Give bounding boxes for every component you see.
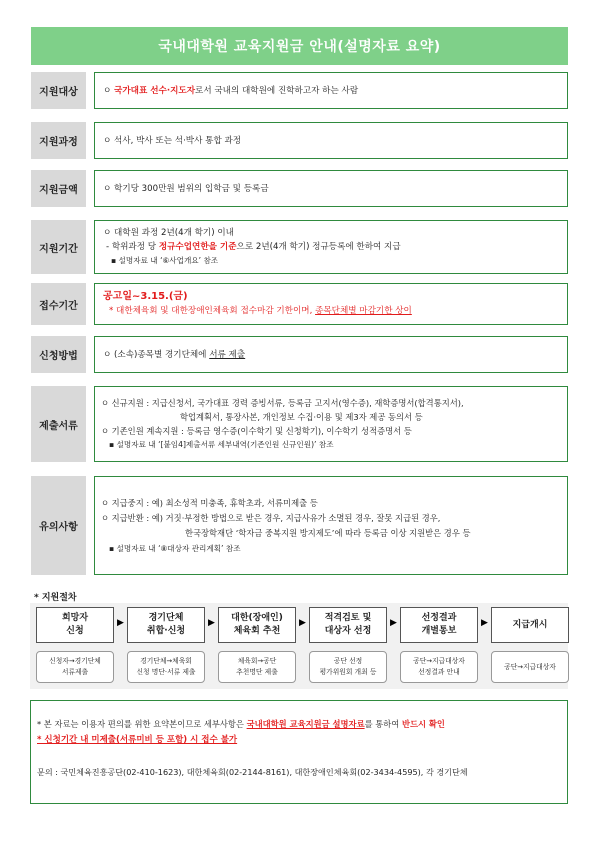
note-text: * 대한체육회 및 대한장애인체육회 접수마감 기한이며, xyxy=(109,306,316,316)
note-text: ▪ 설명자료 내 ‘[붙임4]제출서류 세부내역(기존인원 신규인원)’ 참조 xyxy=(109,440,334,449)
body-text: ㅇ 석사, 박사 또는 석·박사 통합 과정 xyxy=(103,135,242,146)
row-docs xyxy=(31,386,568,462)
row-label: 접수기간 xyxy=(31,283,86,325)
body-text: 학업계획서, 통장사본, 개인정보 수집·이용 및 제3자 제공 동의서 등 xyxy=(180,412,423,422)
substep-text: 경기단체→체육회 xyxy=(140,657,192,665)
deadline-text: 공고일~3.15.(금) xyxy=(103,291,188,302)
step-label: 희망자 xyxy=(61,613,89,623)
process-title: * 지원절차 xyxy=(34,593,77,603)
step-label: 경기단체 xyxy=(148,613,184,623)
arrow-icon: ▶ xyxy=(208,618,215,628)
process-step-2 xyxy=(127,607,205,643)
step-label: 대한(장애인) xyxy=(231,613,283,623)
footer-highlight: 반드시 확인 xyxy=(401,719,445,729)
substep-text: 신청자→경기단체 xyxy=(49,657,101,665)
bullet: ㅇ xyxy=(103,85,115,96)
row-period xyxy=(31,220,568,274)
footer-text: 를 통하여 xyxy=(364,719,402,729)
process-substep xyxy=(36,651,114,683)
row-label: 지원기간 xyxy=(31,220,86,274)
footer-highlight: 국내대학원 교육지원금 설명자료 xyxy=(246,719,365,729)
process-substep xyxy=(491,651,569,683)
row-label: 지원과정 xyxy=(31,122,86,159)
row-label: 유의사항 xyxy=(31,476,86,575)
body-text: ㅇ 신규지원 : 지급신청서, 국가대표 경력 증빙서류, 등록금 고지서(영수증), 재학증명서(합격통지서), xyxy=(101,398,464,408)
footer-warning: * 신청기간 내 미제출(서류미비 등 포함) 시 접수 불가 xyxy=(37,735,238,745)
step-label: 취합·신청 xyxy=(146,626,186,636)
process-flow xyxy=(30,603,568,689)
row-caution xyxy=(31,476,568,575)
process-substep xyxy=(400,651,478,683)
arrow-icon: ▶ xyxy=(299,618,306,628)
highlight-text: 국가대표 선수·지도자 xyxy=(114,85,196,96)
substep-text: 공단→지급대상자 xyxy=(413,657,465,665)
body-text: 한국장학재단 ‘학자금 중복지원 방지제도’에 따라 등록금 이상 지원받은 경우 등 xyxy=(185,527,471,538)
underline-text: 서류 제출 xyxy=(209,349,246,360)
note-text: ▪ 설명자료 내 ‘⑥사업개요’ 참조 xyxy=(111,256,219,265)
row-content xyxy=(94,386,568,462)
row-content xyxy=(94,170,568,207)
body-text: ㅇ 학기당 300만원 범위의 입학금 및 등록금 xyxy=(103,183,269,194)
process-step-4 xyxy=(309,607,387,643)
row-label: 지원금액 xyxy=(31,170,86,207)
footer-notice xyxy=(30,700,568,804)
process-substep xyxy=(218,651,296,683)
row-label: 제출서류 xyxy=(31,386,86,462)
arrow-icon: ▶ xyxy=(117,618,124,628)
body-text: ㅇ 지급중지 : 예) 최소성적 미충족, 휴학초과, 서류미제출 등 xyxy=(101,497,318,508)
row-content xyxy=(94,283,568,325)
row-content xyxy=(94,220,568,274)
note-underline: 종목단체별 마감기한 상이 xyxy=(315,306,412,316)
step-label: 개별통보 xyxy=(421,626,457,636)
process-step-6 xyxy=(491,607,569,643)
footer-text: * 본 자료는 이용자 편의를 위한 요약본이므로 세부사항은 xyxy=(37,719,247,729)
highlight-text: 정규수업연한을 기준 xyxy=(158,242,237,252)
substep-text: 신청 명단·서류 제출 xyxy=(136,668,196,676)
row-content xyxy=(94,476,568,575)
arrow-icon: ▶ xyxy=(481,618,488,628)
substep-text: 추천명단 제출 xyxy=(236,668,278,676)
arrow-icon: ▶ xyxy=(390,618,397,628)
process-step-3 xyxy=(218,607,296,643)
step-label: 대상자 선정 xyxy=(324,626,372,636)
row-course xyxy=(31,122,568,159)
substep-text: 체육회→공단 xyxy=(237,657,277,665)
row-label: 지원대상 xyxy=(31,72,86,109)
note-text: ▪ 설명자료 내 ‘⑧대상자 관리계획’ 참조 xyxy=(109,543,241,553)
process-substep xyxy=(127,651,205,683)
substep-text: 평가위원회 개최 등 xyxy=(319,668,377,676)
page-title: 국내대학원 교육지원금 안내(설명자료 요약) xyxy=(31,27,568,65)
row-content xyxy=(94,72,568,109)
substep-text: 공단→지급대상자 xyxy=(504,662,556,671)
step-label: 적격검토 및 xyxy=(324,613,372,623)
row-content xyxy=(94,122,568,159)
contact-text: 문의 : 국민체육진흥공단(02-410-1623), 대한체육회(02-2144-8161), 대한장애인체육회(02-3434-4595), 각 경기단체 xyxy=(37,767,468,777)
process-substep xyxy=(309,651,387,683)
step-label: 지급개시 xyxy=(512,619,548,630)
step-label: 신청 xyxy=(66,626,84,636)
row-label: 신청방법 xyxy=(31,336,86,373)
substep-text: 서류제출 xyxy=(61,668,89,676)
body-text: ㅇ 대학원 과정 2년(4개 학기) 이내 xyxy=(103,228,234,238)
substep-text: 선정결과 안내 xyxy=(418,668,460,676)
process-step-5 xyxy=(400,607,478,643)
step-label: 체육회 추천 xyxy=(233,626,281,636)
body-text: 으로 2년(4개 학기) 정규등록에 한하여 지급 xyxy=(236,242,401,252)
row-method xyxy=(31,336,568,373)
process-step-1 xyxy=(36,607,114,643)
row-target xyxy=(31,72,568,109)
body-text: - 학위과정 당 xyxy=(106,242,159,252)
row-amount xyxy=(31,170,568,207)
body-text: 로서 국내의 대학원에 진학하고자 하는 사람 xyxy=(195,85,359,96)
substep-text: 공단 선정 xyxy=(333,657,363,665)
row-apply xyxy=(31,283,568,325)
row-content xyxy=(94,336,568,373)
body-text: ㅇ (소속)종목별 경기단체에 xyxy=(103,349,210,360)
step-label: 선정결과 xyxy=(421,613,457,623)
body-text: ㅇ 기존인원 계속지원 : 등록금 영수증(이수학기 및 신청학기), 이수학기 성적증명서 등 xyxy=(101,426,412,436)
body-text: ㅇ 지급반환 : 예) 거짓·부정한 방법으로 받은 경우, 지급사유가 소멸된 경우, 잘못 지급된 경우, xyxy=(101,512,441,523)
